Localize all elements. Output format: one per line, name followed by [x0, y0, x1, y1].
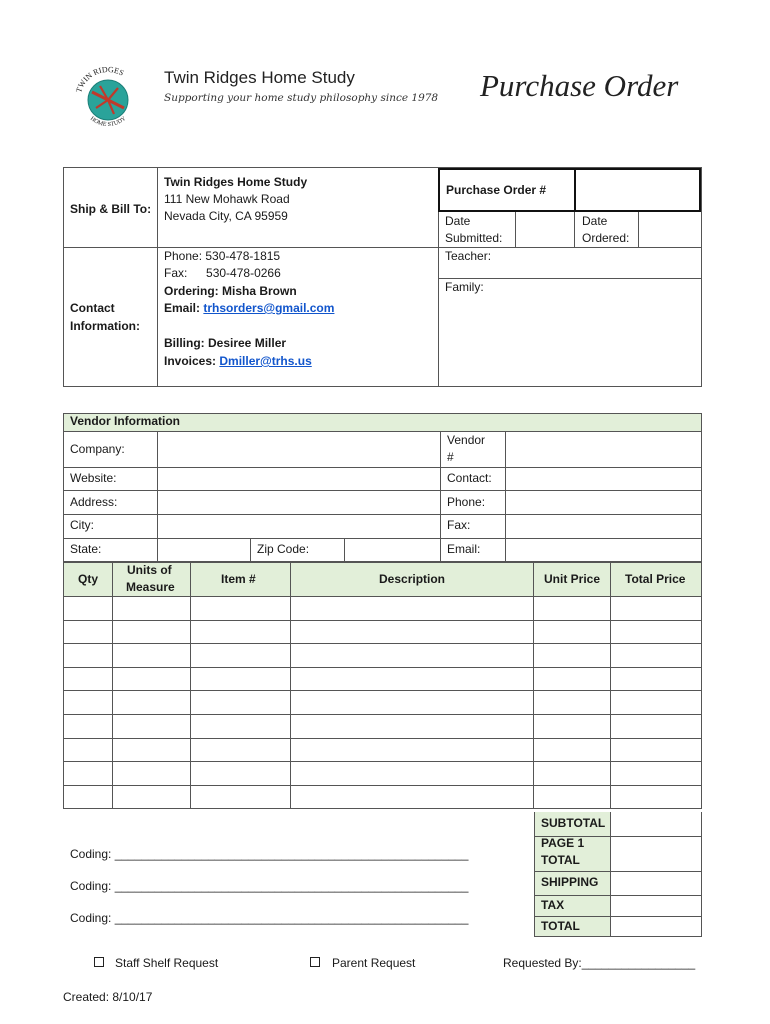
- staff-shelf-checkbox[interactable]: [94, 957, 104, 967]
- item-total-price-cell[interactable]: [612, 716, 700, 737]
- col-total-price-header: Total Price: [625, 572, 686, 586]
- col-units-header-2: Measure: [126, 580, 175, 594]
- item-qty-cell[interactable]: [65, 622, 111, 643]
- item-total-price-cell[interactable]: [612, 598, 700, 619]
- item-qty-cell[interactable]: [65, 598, 111, 619]
- col-item-header: Item #: [221, 572, 256, 586]
- vendor-fax-field[interactable]: [507, 516, 699, 537]
- subtotal-field[interactable]: [612, 814, 700, 835]
- item-unit-price-cell[interactable]: [535, 692, 609, 713]
- teacher-field[interactable]: [500, 250, 698, 276]
- requested-by-field[interactable]: Requested By:_________________: [503, 956, 696, 970]
- vendor-phone-field[interactable]: [507, 492, 699, 513]
- item-item-cell[interactable]: [192, 716, 289, 737]
- col-unit-price-header: Unit Price: [544, 572, 601, 586]
- grid-line: [63, 667, 702, 668]
- subtotal-label: SUBTOTAL: [541, 816, 606, 830]
- item-units-cell[interactable]: [114, 645, 189, 666]
- grid-line: [63, 761, 702, 762]
- item-item-cell[interactable]: [192, 622, 289, 643]
- item-description-cell[interactable]: [292, 692, 532, 713]
- contact-invoices-link[interactable]: Dmiller@trhs.us: [219, 354, 312, 368]
- logo-arc-text-bottom: HOME STUDY: [88, 115, 128, 129]
- contact-invoices-row: [164, 353, 312, 370]
- vendor-state-field[interactable]: [159, 540, 249, 560]
- col-units-header-1: Units of: [127, 563, 172, 577]
- coding-line-1[interactable]: Coding: _____________________________________________________: [70, 847, 469, 861]
- item-unit-price-cell[interactable]: [535, 787, 609, 808]
- item-item-cell[interactable]: [192, 740, 289, 761]
- org-name: Twin Ridges Home Study: [164, 68, 355, 87]
- contact-fax-value: 530-478-0266: [206, 266, 281, 280]
- vendor-zip-label: Zip Code:: [257, 542, 310, 556]
- org-logo: [70, 62, 146, 138]
- date-ordered-label-1: Date: [582, 214, 608, 228]
- grid-line: [701, 562, 702, 809]
- page1-total-label-1: PAGE 1: [541, 836, 585, 850]
- item-qty-cell[interactable]: [65, 763, 111, 784]
- parent-request-checkbox[interactable]: [310, 957, 320, 967]
- date-ordered-field[interactable]: [640, 214, 700, 246]
- vendor-address-field[interactable]: [159, 492, 438, 513]
- shipping-field[interactable]: [612, 873, 700, 894]
- shipping-label: SHIPPING: [541, 875, 599, 889]
- po-number-field[interactable]: [578, 172, 698, 208]
- item-item-cell[interactable]: [192, 763, 289, 784]
- grid-line: [63, 714, 702, 715]
- date-submitted-field[interactable]: [517, 214, 573, 246]
- vendor-number-label-1: Vendor: [447, 433, 486, 447]
- vendor-company-label: Company:: [70, 442, 125, 456]
- ship-bill-address-2: Nevada City, CA 95959: [164, 209, 288, 223]
- grid-line: [533, 562, 534, 809]
- item-units-cell[interactable]: [114, 622, 189, 643]
- grid-line: [63, 620, 702, 621]
- item-unit-price-cell[interactable]: [535, 598, 609, 619]
- family-label: Family:: [445, 280, 484, 294]
- grid-line: [290, 562, 291, 809]
- item-item-cell[interactable]: [192, 669, 289, 690]
- total-label: TOTAL: [541, 919, 580, 933]
- item-unit-price-cell[interactable]: [535, 669, 609, 690]
- vendor-fax-label: Fax:: [447, 518, 471, 532]
- total-field[interactable]: [612, 918, 700, 935]
- item-units-cell[interactable]: [114, 740, 189, 761]
- grid-line: [63, 738, 702, 739]
- po-number-label: Purchase Order #: [446, 183, 547, 197]
- ship-bill-name: Twin Ridges Home Study: [164, 175, 308, 189]
- vendor-number-label-2: #: [447, 450, 454, 464]
- item-units-cell[interactable]: [114, 669, 189, 690]
- date-submitted-label-2: Submitted:: [445, 231, 503, 245]
- item-item-cell[interactable]: [192, 787, 289, 808]
- item-total-price-cell[interactable]: [612, 622, 700, 643]
- document-title: Purchase Order: [480, 68, 679, 103]
- item-qty-cell[interactable]: [65, 692, 111, 713]
- grid-line: [63, 562, 64, 809]
- contact-email-link[interactable]: trhsorders@gmail.com: [203, 301, 335, 315]
- vendor-website-field[interactable]: [159, 469, 438, 489]
- family-field[interactable]: [492, 281, 698, 381]
- item-total-price-cell[interactable]: [612, 669, 700, 690]
- item-description-cell[interactable]: [292, 763, 532, 784]
- date-ordered-label-2: Ordered:: [582, 231, 630, 245]
- item-description-cell[interactable]: [292, 598, 532, 619]
- contact-fax-label: Fax:: [164, 266, 188, 280]
- logo-arc-text-top: TWIN RIDGES: [74, 64, 126, 94]
- tax-field[interactable]: [612, 897, 700, 915]
- grid-line: [112, 562, 113, 809]
- item-qty-cell[interactable]: [65, 645, 111, 666]
- vendor-zip-field[interactable]: [346, 540, 438, 560]
- vendor-company-field[interactable]: [159, 433, 438, 465]
- item-unit-price-cell[interactable]: [535, 645, 609, 666]
- contact-email-row: [164, 300, 334, 317]
- grid-line: [63, 690, 702, 691]
- item-units-cell[interactable]: [114, 598, 189, 619]
- vendor-state-label: State:: [70, 542, 102, 556]
- vendor-email-label: Email:: [447, 542, 481, 556]
- coding-line-3[interactable]: Coding: _____________________________________________________: [70, 911, 469, 925]
- contact-ordering: Ordering: Misha Brown: [164, 284, 297, 298]
- staff-shelf-label: Staff Shelf Request: [115, 956, 219, 970]
- vendor-phone-label: Phone:: [447, 495, 486, 509]
- item-units-cell[interactable]: [114, 787, 189, 808]
- item-description-cell[interactable]: [292, 622, 532, 643]
- item-item-cell[interactable]: [192, 692, 289, 713]
- item-qty-cell[interactable]: [65, 669, 111, 690]
- item-description-cell[interactable]: [292, 716, 532, 737]
- item-qty-cell[interactable]: [65, 787, 111, 808]
- parent-request-label: Parent Request: [332, 956, 416, 970]
- item-total-price-cell[interactable]: [612, 787, 700, 808]
- item-item-cell[interactable]: [192, 598, 289, 619]
- grid-line: [63, 785, 702, 786]
- vendor-city-field[interactable]: [159, 516, 438, 537]
- page1-total-field[interactable]: [612, 838, 700, 870]
- contact-fax-row: [164, 265, 281, 282]
- item-unit-price-cell[interactable]: [535, 763, 609, 784]
- grid-line: [63, 596, 702, 597]
- page1-total-label-2: TOTAL: [541, 853, 580, 867]
- col-description-header: Description: [379, 572, 446, 586]
- teacher-label: Teacher:: [445, 249, 492, 263]
- item-total-price-cell[interactable]: [612, 692, 700, 713]
- grid-line: [610, 562, 611, 809]
- item-description-cell[interactable]: [292, 787, 532, 808]
- vendor-number-field[interactable]: [507, 433, 699, 465]
- vendor-contact-label: Contact:: [447, 471, 492, 485]
- contact-invoices-label: Invoices:: [164, 354, 217, 368]
- grid-line: [190, 562, 191, 809]
- vendor-section-title: Vendor Information: [70, 414, 181, 428]
- item-qty-cell[interactable]: [65, 716, 111, 737]
- contact-phone: Phone: 530-478-1815: [164, 249, 281, 263]
- item-unit-price-cell[interactable]: [535, 740, 609, 761]
- org-tagline: Supporting your home study philosophy since 1978: [164, 92, 439, 104]
- contact-email-label: Email:: [164, 301, 201, 315]
- item-unit-price-cell[interactable]: [535, 622, 609, 643]
- contact-billing: Billing: Desiree Miller: [164, 336, 287, 350]
- vendor-website-label: Website:: [70, 471, 117, 485]
- vendor-address-label: Address:: [70, 495, 118, 509]
- contact-label-line2: Information:: [70, 319, 140, 333]
- item-units-cell[interactable]: [114, 763, 189, 784]
- item-units-cell[interactable]: [114, 716, 189, 737]
- item-description-cell[interactable]: [292, 645, 532, 666]
- vendor-city-label: City:: [70, 518, 94, 532]
- item-total-price-cell[interactable]: [612, 740, 700, 761]
- ship-bill-address-1: 111 New Mohawk Road: [164, 192, 290, 206]
- grid-line: [63, 808, 702, 809]
- item-total-price-cell[interactable]: [612, 645, 700, 666]
- tax-label: TAX: [541, 898, 565, 912]
- coding-line-2[interactable]: Coding: _____________________________________________________: [70, 879, 469, 893]
- contact-label-line1: Contact: [70, 301, 115, 315]
- created-date: Created: 8/10/17: [63, 990, 153, 1004]
- item-description-cell[interactable]: [292, 740, 532, 761]
- item-total-price-cell[interactable]: [612, 763, 700, 784]
- vendor-contact-field[interactable]: [507, 469, 699, 489]
- col-qty-header: Qty: [78, 572, 99, 586]
- item-description-cell[interactable]: [292, 669, 532, 690]
- ship-bill-label: Ship & Bill To:: [70, 202, 152, 216]
- item-units-cell[interactable]: [114, 692, 189, 713]
- grid-line: [63, 643, 702, 644]
- vendor-email-field[interactable]: [507, 540, 699, 560]
- date-submitted-label-1: Date: [445, 214, 471, 228]
- item-unit-price-cell[interactable]: [535, 716, 609, 737]
- item-item-cell[interactable]: [192, 645, 289, 666]
- item-qty-cell[interactable]: [65, 740, 111, 761]
